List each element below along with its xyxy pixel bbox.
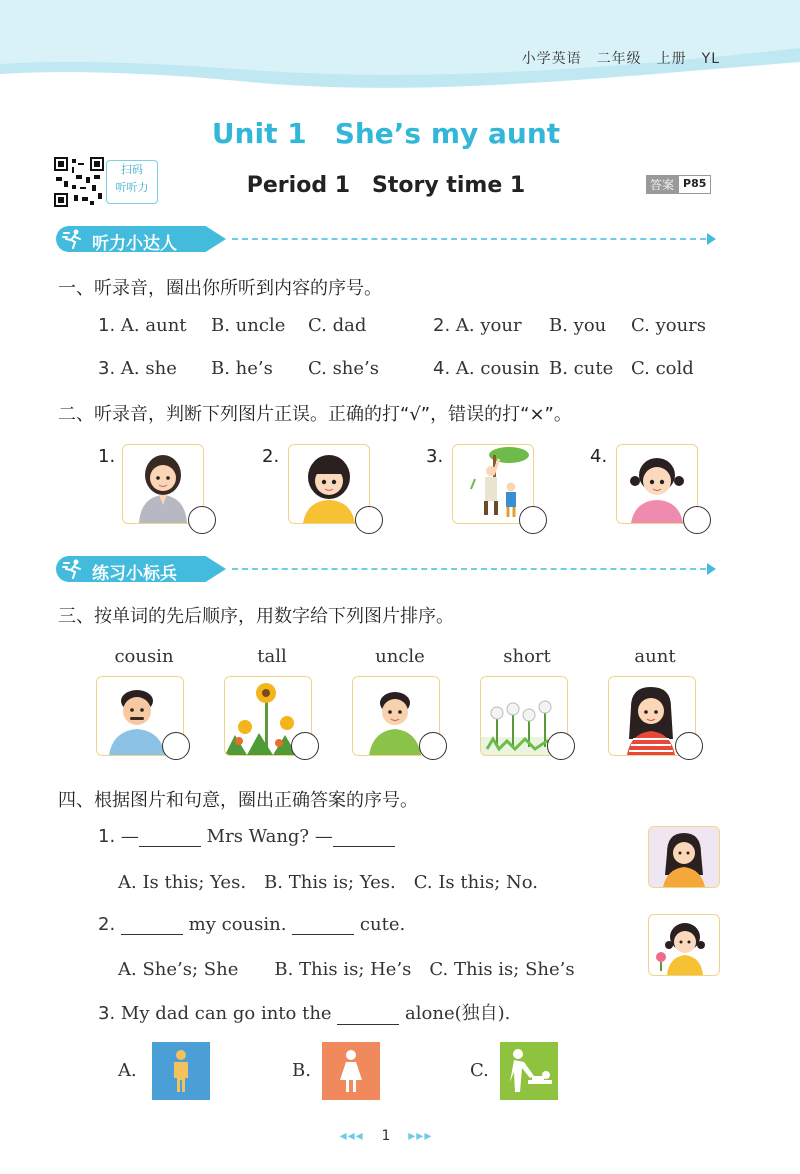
answer-page: P85 (678, 175, 711, 194)
banner-listening-label: 听力小达人 (92, 234, 177, 254)
s3-answer-circle-5[interactable] (675, 732, 703, 760)
s4-q2-blank1[interactable] (121, 918, 183, 935)
s2-answer-circle-2[interactable] (355, 506, 383, 534)
answer-label: 答案 (646, 175, 678, 194)
s2-answer-circle-3[interactable] (519, 506, 547, 534)
s1-q3-c[interactable]: C. she’s (308, 358, 380, 379)
s1-q3-b[interactable]: B. he’s (211, 358, 273, 379)
banner-listening (56, 226, 716, 252)
s3-answer-circle-1[interactable] (162, 732, 190, 760)
page-number: 1 (381, 1128, 391, 1144)
unit-title: Unit 1 She’s my aunt (211, 117, 561, 150)
s2-num-1: 1. (98, 446, 116, 467)
s3-answer-circle-2[interactable] (291, 732, 319, 760)
s3-word-4: short (503, 646, 551, 667)
banner-practice (56, 556, 716, 582)
s3-answer-circle-3[interactable] (419, 732, 447, 760)
s4-q3-text-a: My dad can go into the (120, 1003, 332, 1024)
s4-q1-dash2: — (314, 826, 333, 847)
s1-q3 (98, 358, 177, 379)
s4-q3-label-c[interactable]: C. (470, 1060, 489, 1081)
baby-care-icon[interactable] (500, 1042, 558, 1100)
s4-q1-blank1[interactable] (139, 830, 201, 847)
s1-q4-b[interactable]: B. cute (549, 358, 614, 379)
s1-q4-num: 4. (433, 358, 451, 379)
s1-q1-num: 1. (98, 315, 116, 336)
s4-q2-mid2: cute. (359, 914, 406, 935)
s4-q1-dash1: — (120, 826, 139, 847)
s3-word-2: tall (257, 646, 287, 667)
s1-q4 (433, 358, 539, 379)
next-page-icon[interactable]: ▸▸▸ (408, 1128, 433, 1144)
s4-q2-blank2[interactable] (292, 918, 354, 935)
s4-q1-blank2[interactable] (333, 830, 395, 847)
s1-q1-a[interactable]: A. aunt (120, 315, 187, 336)
answer-page-tag[interactable] (646, 175, 711, 194)
s4-q1 (98, 826, 395, 847)
s1-q1-c[interactable]: C. dad (308, 315, 367, 336)
s2-num-4: 4. (590, 446, 608, 467)
s1-q3-a[interactable]: A. she (120, 358, 177, 379)
section1-title: 一、听录音，圈出你所听到内容的序号。 (58, 278, 382, 299)
s1-q4-c[interactable]: C. cold (631, 358, 694, 379)
s2-num-3: 3. (426, 446, 444, 467)
s4-q3 (98, 999, 510, 1025)
s4-q2-mid1: my cousin. (188, 914, 287, 935)
s3-word-3: uncle (375, 646, 425, 667)
s4-q2-num: 2. (98, 914, 116, 935)
s3-word-1: cousin (114, 646, 174, 667)
s3-answer-circle-4[interactable] (547, 732, 575, 760)
s4-q2-options[interactable]: A. She’s; She B. This is; He’s C. This is; She’s (118, 959, 575, 980)
s4-q3-blank[interactable] (337, 1008, 399, 1025)
picture-mrs-wang (648, 826, 720, 888)
s2-answer-circle-1[interactable] (188, 506, 216, 534)
s4-q3-text-b: alone(独自). (405, 1003, 511, 1024)
s4-q1-num: 1. (98, 826, 116, 847)
scan-label-line1: 扫码 (121, 163, 143, 176)
s1-q2-num: 2. (433, 315, 451, 336)
prev-page-icon[interactable]: ◂◂◂ (339, 1128, 364, 1144)
page-footer (0, 1128, 772, 1144)
s2-num-2: 2. (262, 446, 280, 467)
s4-q3-num: 3. (98, 1003, 116, 1024)
s4-q1-options[interactable]: A. Is this; Yes. B. This is; Yes. C. Is this; No. (118, 872, 538, 893)
s1-q4-a[interactable]: A. cousin (455, 358, 540, 379)
s1-q2-c[interactable]: C. yours (631, 315, 707, 336)
runner-icon (62, 559, 84, 579)
s1-q1-b[interactable]: B. uncle (211, 315, 286, 336)
runner-icon (62, 229, 84, 249)
s4-q2 (98, 914, 405, 935)
s3-word-5: aunt (634, 646, 676, 667)
section4-title: 四、根据图片和句意，圈出正确答案的序号。 (58, 790, 418, 811)
s1-q1 (98, 315, 187, 336)
female-toilet-icon[interactable] (322, 1042, 380, 1100)
s1-q3-num: 3. (98, 358, 116, 379)
scan-label-line2: 听听力 (115, 181, 149, 194)
s2-answer-circle-4[interactable] (683, 506, 711, 534)
banner-practice-label: 练习小标兵 (92, 564, 177, 584)
s1-q2-b[interactable]: B. you (549, 315, 607, 336)
s4-q3-label-b[interactable]: B. (292, 1060, 311, 1081)
s1-q2 (433, 315, 522, 336)
period-title: Period 1 Story time 1 (246, 173, 526, 198)
s4-q3-label-a[interactable]: A. (118, 1060, 137, 1081)
book-info: 小学英语 二年级 上册 YL (521, 51, 720, 67)
s1-q2-a[interactable]: A. your (455, 315, 522, 336)
s4-q1-mid: Mrs Wang? (206, 826, 310, 847)
section3-title: 三、按单词的先后顺序，用数字给下列图片排序。 (58, 606, 454, 627)
male-toilet-icon[interactable] (152, 1042, 210, 1100)
section2-title: 二、听录音，判断下列图片正误。正确的打“√”，错误的打“×”。 (58, 404, 572, 425)
picture-cousin-girl (648, 914, 720, 976)
